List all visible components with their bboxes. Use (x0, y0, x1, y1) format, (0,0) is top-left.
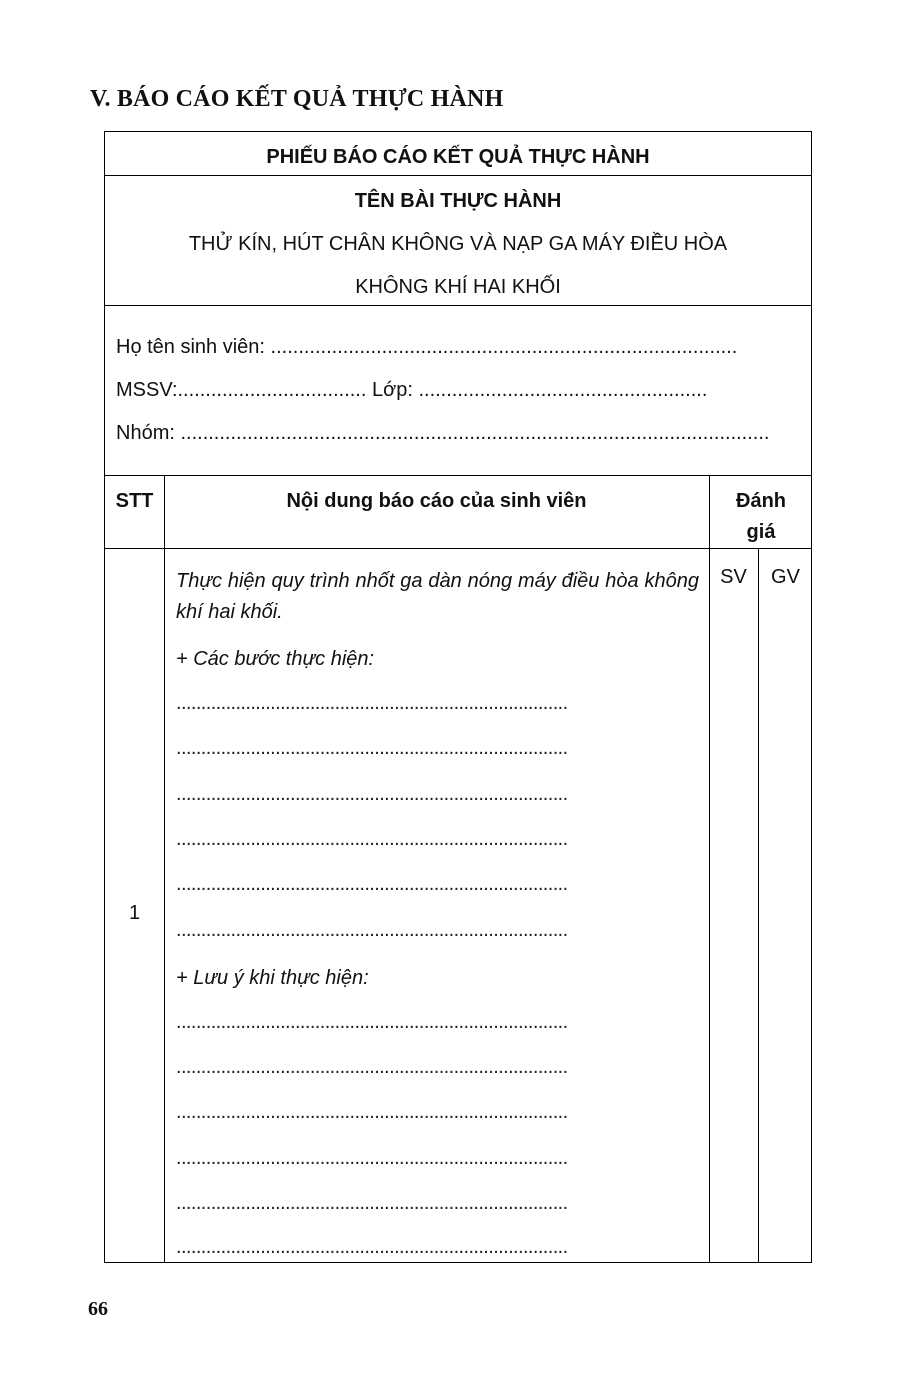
rule-table-header-bottom (105, 548, 811, 549)
steps-label: + Các bước thực hiện: (176, 648, 375, 670)
rule-info-bottom (105, 475, 811, 476)
notes-answer-line: ............................................................................... (176, 1147, 568, 1169)
column-header-stt: STT (115, 490, 154, 512)
rule-sv-gv-split (758, 548, 759, 1262)
exercise-name-line-2: KHÔNG KHÍ HAI KHỐI (355, 276, 561, 298)
steps-answer-line: ............................................................................... (176, 828, 568, 850)
column-header-eval-line-2: giá (746, 521, 776, 543)
rule-stt-column (164, 475, 165, 1262)
rule-title-bottom (105, 175, 811, 176)
notes-answer-line: ............................................................................... (176, 1192, 568, 1214)
eval-teacher-label: GV (771, 566, 800, 588)
form-title: PHIẾU BÁO CÁO KẾT QUẢ THỰC HÀNH (266, 146, 650, 168)
task-description: Thực hiện quy trình nhốt ga dàn nóng máy điều hòa không khí hai khối. (176, 570, 699, 623)
report-form (104, 131, 812, 1263)
column-header-eval-line-1: Đánh (736, 490, 786, 512)
steps-answer-line: ............................................................................... (176, 737, 568, 759)
exercise-name-line-1: THỬ KÍN, HÚT CHÂN KHÔNG VÀ NẠP GA MÁY ĐIỀU HÒA (188, 233, 728, 255)
rule-exercise-bottom (105, 305, 811, 306)
steps-answer-line: ............................................................................... (176, 873, 568, 895)
notes-label: + Lưu ý khi thực hiện: (176, 967, 369, 989)
steps-answer-line: ............................................................................... (176, 783, 568, 805)
page-number: 66 (88, 1298, 108, 1320)
notes-answer-line: ............................................................................... (176, 1056, 568, 1078)
rule-eval-column (709, 475, 710, 1262)
exercise-label: TÊN BÀI THỰC HÀNH (354, 190, 562, 212)
eval-student-label: SV (720, 566, 747, 588)
student-id-class-field: MSSV:.................................. Lớp: .................................................... (116, 379, 708, 401)
notes-answer-line: ............................................................................... (176, 1236, 568, 1258)
group-field: Nhóm: .......................................................................................................... (116, 422, 770, 444)
steps-answer-line: ............................................................................... (176, 919, 568, 941)
notes-answer-line: ............................................................................... (176, 1101, 568, 1123)
column-header-content: Nội dung báo cáo của sinh viên (286, 490, 587, 512)
steps-answer-line: ............................................................................... (176, 692, 568, 714)
row-number: 1 (128, 902, 141, 924)
section-heading: V. BÁO CÁO KẾT QUẢ THỰC HÀNH (90, 86, 504, 112)
notes-answer-line: ............................................................................... (176, 1011, 568, 1033)
student-name-field: Họ tên sinh viên: .................................................................................... (116, 336, 738, 358)
